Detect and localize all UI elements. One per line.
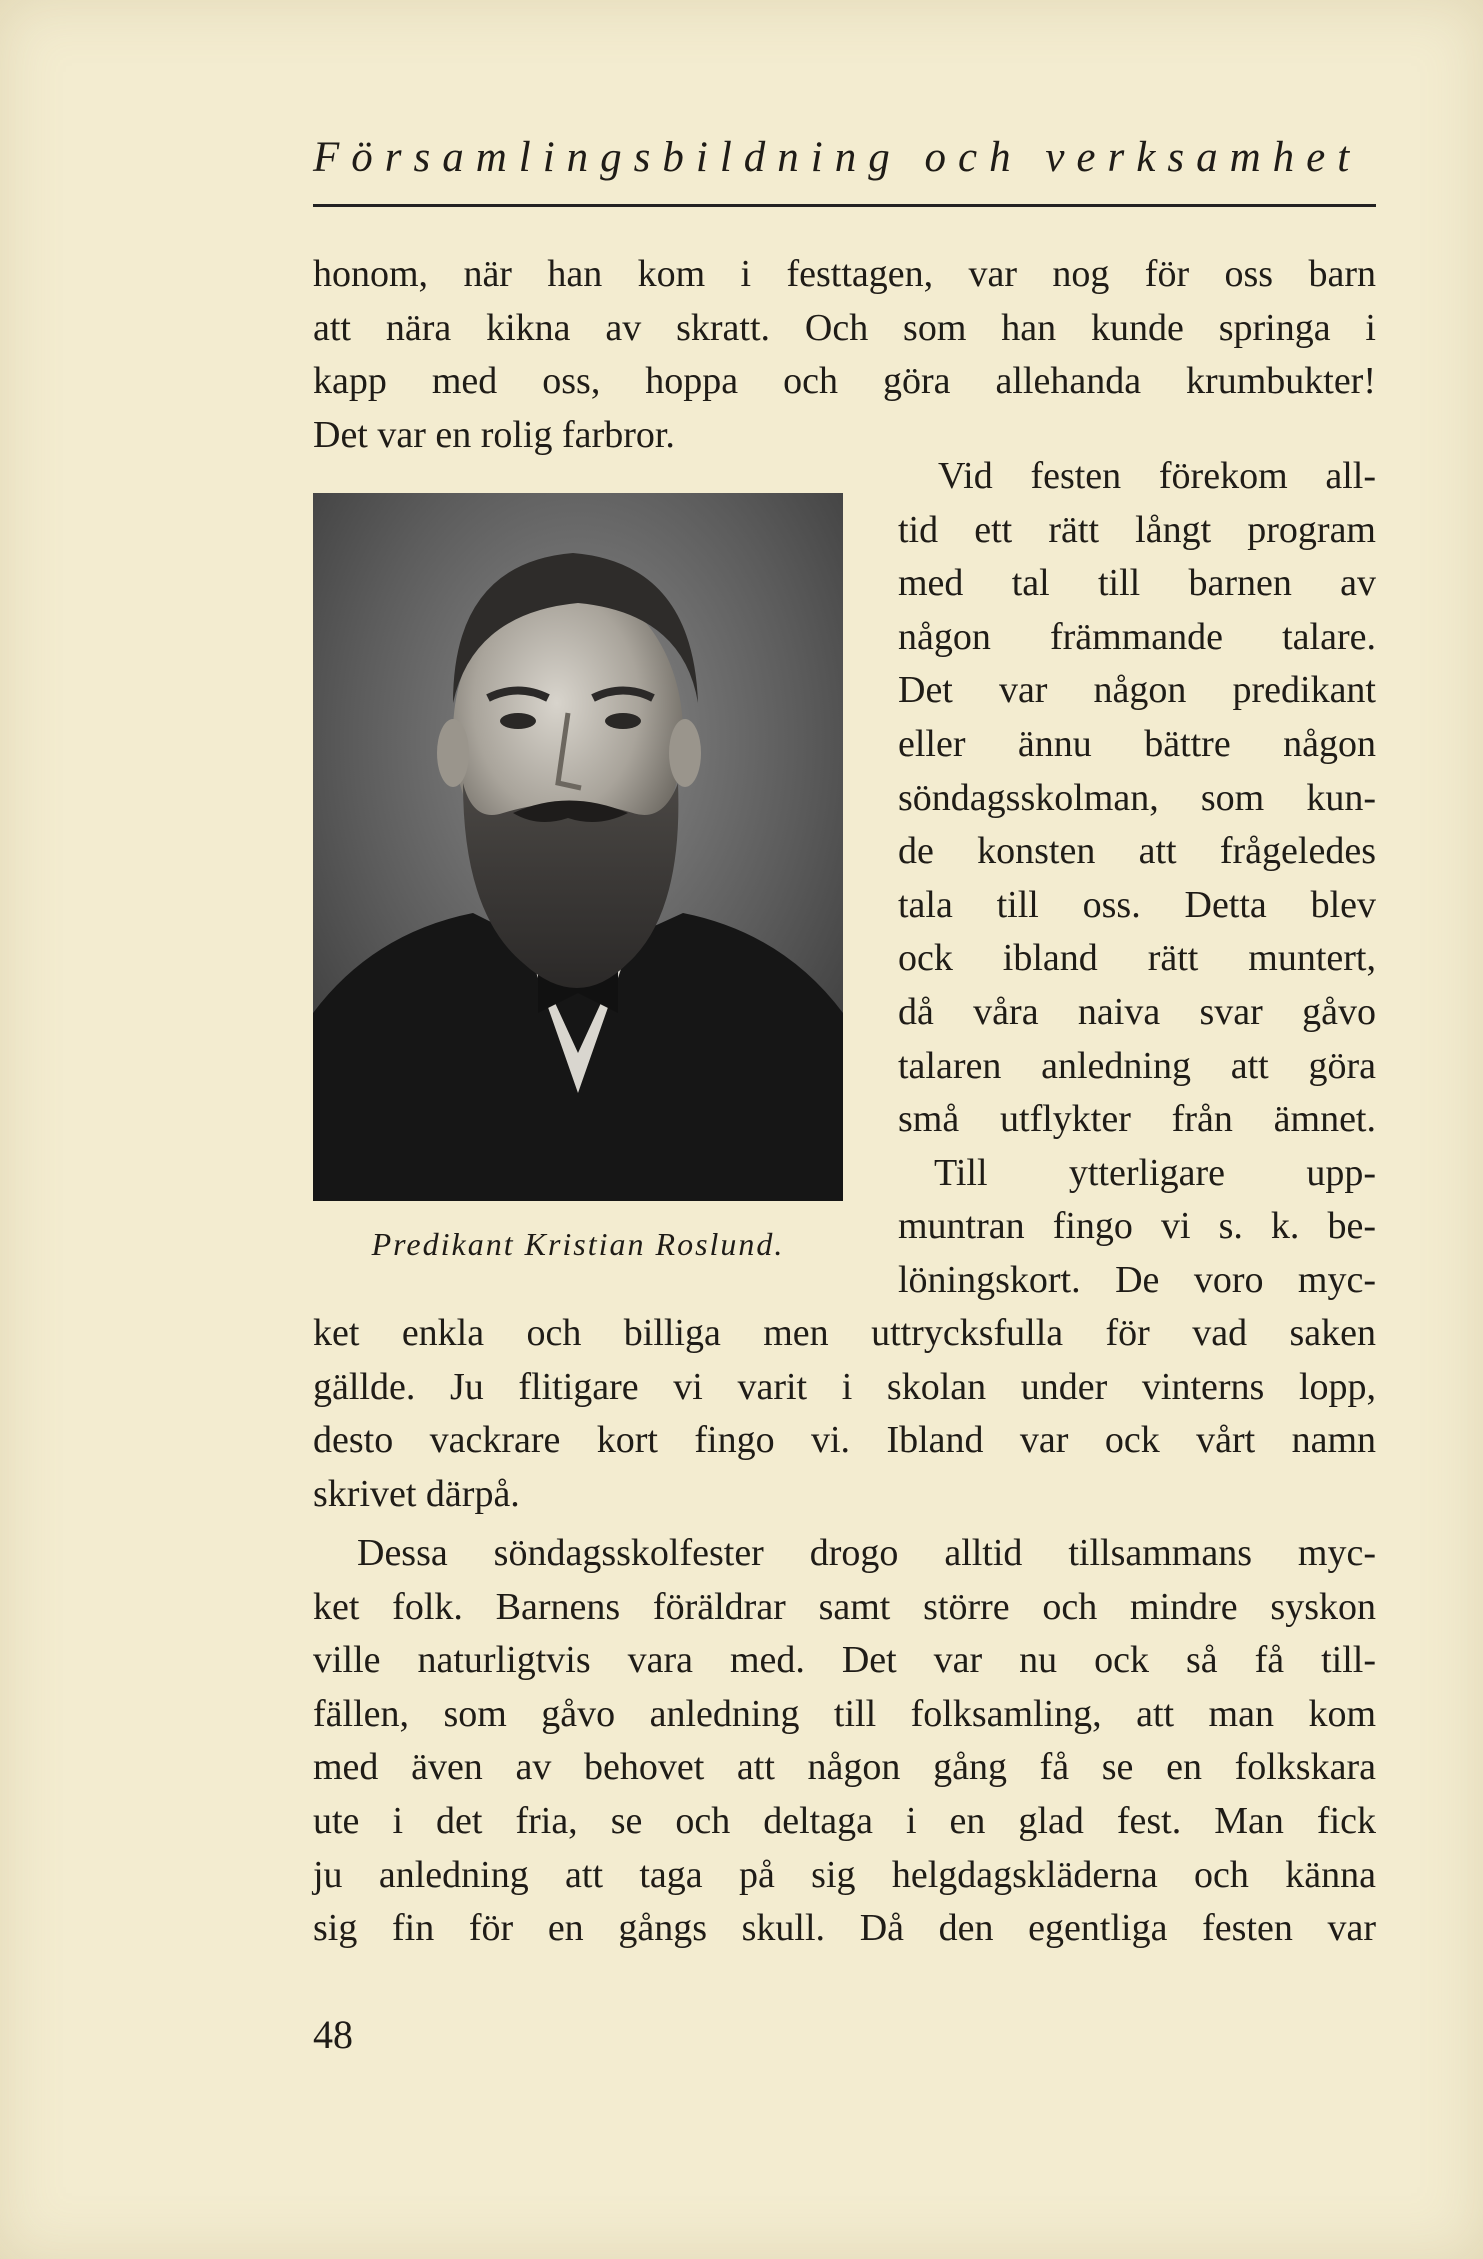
text-line: ket enkla och billiga men uttrycksfulla för vad saken	[313, 1312, 1376, 1354]
text-line: de konsten att frågeledes	[898, 830, 1376, 873]
text-line: ju anledning att taga på sig helgdagskläderna och känna	[313, 1853, 1376, 1896]
text-line: någon främmande talare.	[898, 615, 1376, 658]
text-line: då våra naiva svar gåvo	[898, 990, 1376, 1033]
text-line: att nära kikna av skratt. Och som han kunde springa i	[313, 306, 1376, 349]
text-line: små utflykter från ämnet.	[898, 1098, 1376, 1141]
text-line: sig fin för en gångs skull. Då den egentliga festen var	[313, 1907, 1376, 1950]
text-line: skrivet därpå.	[313, 1472, 520, 1515]
text-line: talaren anledning att göra	[898, 1044, 1376, 1087]
text-line: tid ett rätt långt program	[898, 508, 1376, 551]
text-line: Vid festen förekom all-	[938, 455, 1376, 497]
paragraph-3	[313, 1307, 1376, 1521]
text-line: med även av behovet att någon gång få se en folkskara	[313, 1746, 1376, 1789]
paragraph-1	[313, 248, 1376, 462]
text-line: ute i det fria, se och deltaga i en glad fest. Man fick	[313, 1799, 1376, 1842]
text-line: Dessa söndagsskolfester drogo alltid tillsammans myc-	[357, 1532, 1376, 1574]
text-line: ket folk. Barnens föräldrar samt större och mindre syskon	[313, 1585, 1376, 1628]
header-rule	[313, 204, 1376, 207]
portrait-illustration	[313, 493, 843, 1201]
text-line: Det var en rolig farbror.	[313, 413, 675, 456]
text-line: med tal till barnen av	[898, 562, 1376, 605]
text-line: Till ytterligare upp-	[934, 1151, 1376, 1194]
photo-caption: Predikant Kristian Roslund.	[371, 1226, 785, 1262]
text-line: gällde. Ju flitigare vi varit i skolan under vinterns lopp,	[313, 1365, 1376, 1408]
text-line: tala till oss. Detta blev	[898, 883, 1376, 926]
paragraph-4	[313, 1527, 1376, 1956]
text-line: ville naturligtvis vara med. Det var nu ock så få till-	[313, 1639, 1376, 1682]
page-number: 48	[313, 2012, 353, 2057]
text-line: ock ibland rätt muntert,	[898, 937, 1376, 980]
running-head: Församlingsbildning och verksamhet	[313, 134, 1362, 181]
text-line: kapp med oss, hoppa och göra allehanda krumbukter!	[313, 360, 1376, 403]
text-line: löningskort. De voro myc-	[898, 1258, 1376, 1301]
text-line: Det var någon predikant	[898, 669, 1376, 712]
text-line: fällen, som gåvo anledning till folksamling, att man kom	[313, 1692, 1376, 1735]
text-line: eller ännu bättre någon	[898, 722, 1376, 765]
portrait-photo	[313, 493, 843, 1201]
paragraph-2-column	[898, 450, 1376, 1308]
text-line: muntran fingo vi s. k. be-	[898, 1205, 1376, 1248]
text-line: söndagsskolman, som kun-	[898, 776, 1376, 819]
text-line: honom, när han kom i festtagen, var nog för oss barn	[313, 253, 1376, 295]
text-line: desto vackrare kort fingo vi. Ibland var ock vårt namn	[313, 1419, 1376, 1462]
